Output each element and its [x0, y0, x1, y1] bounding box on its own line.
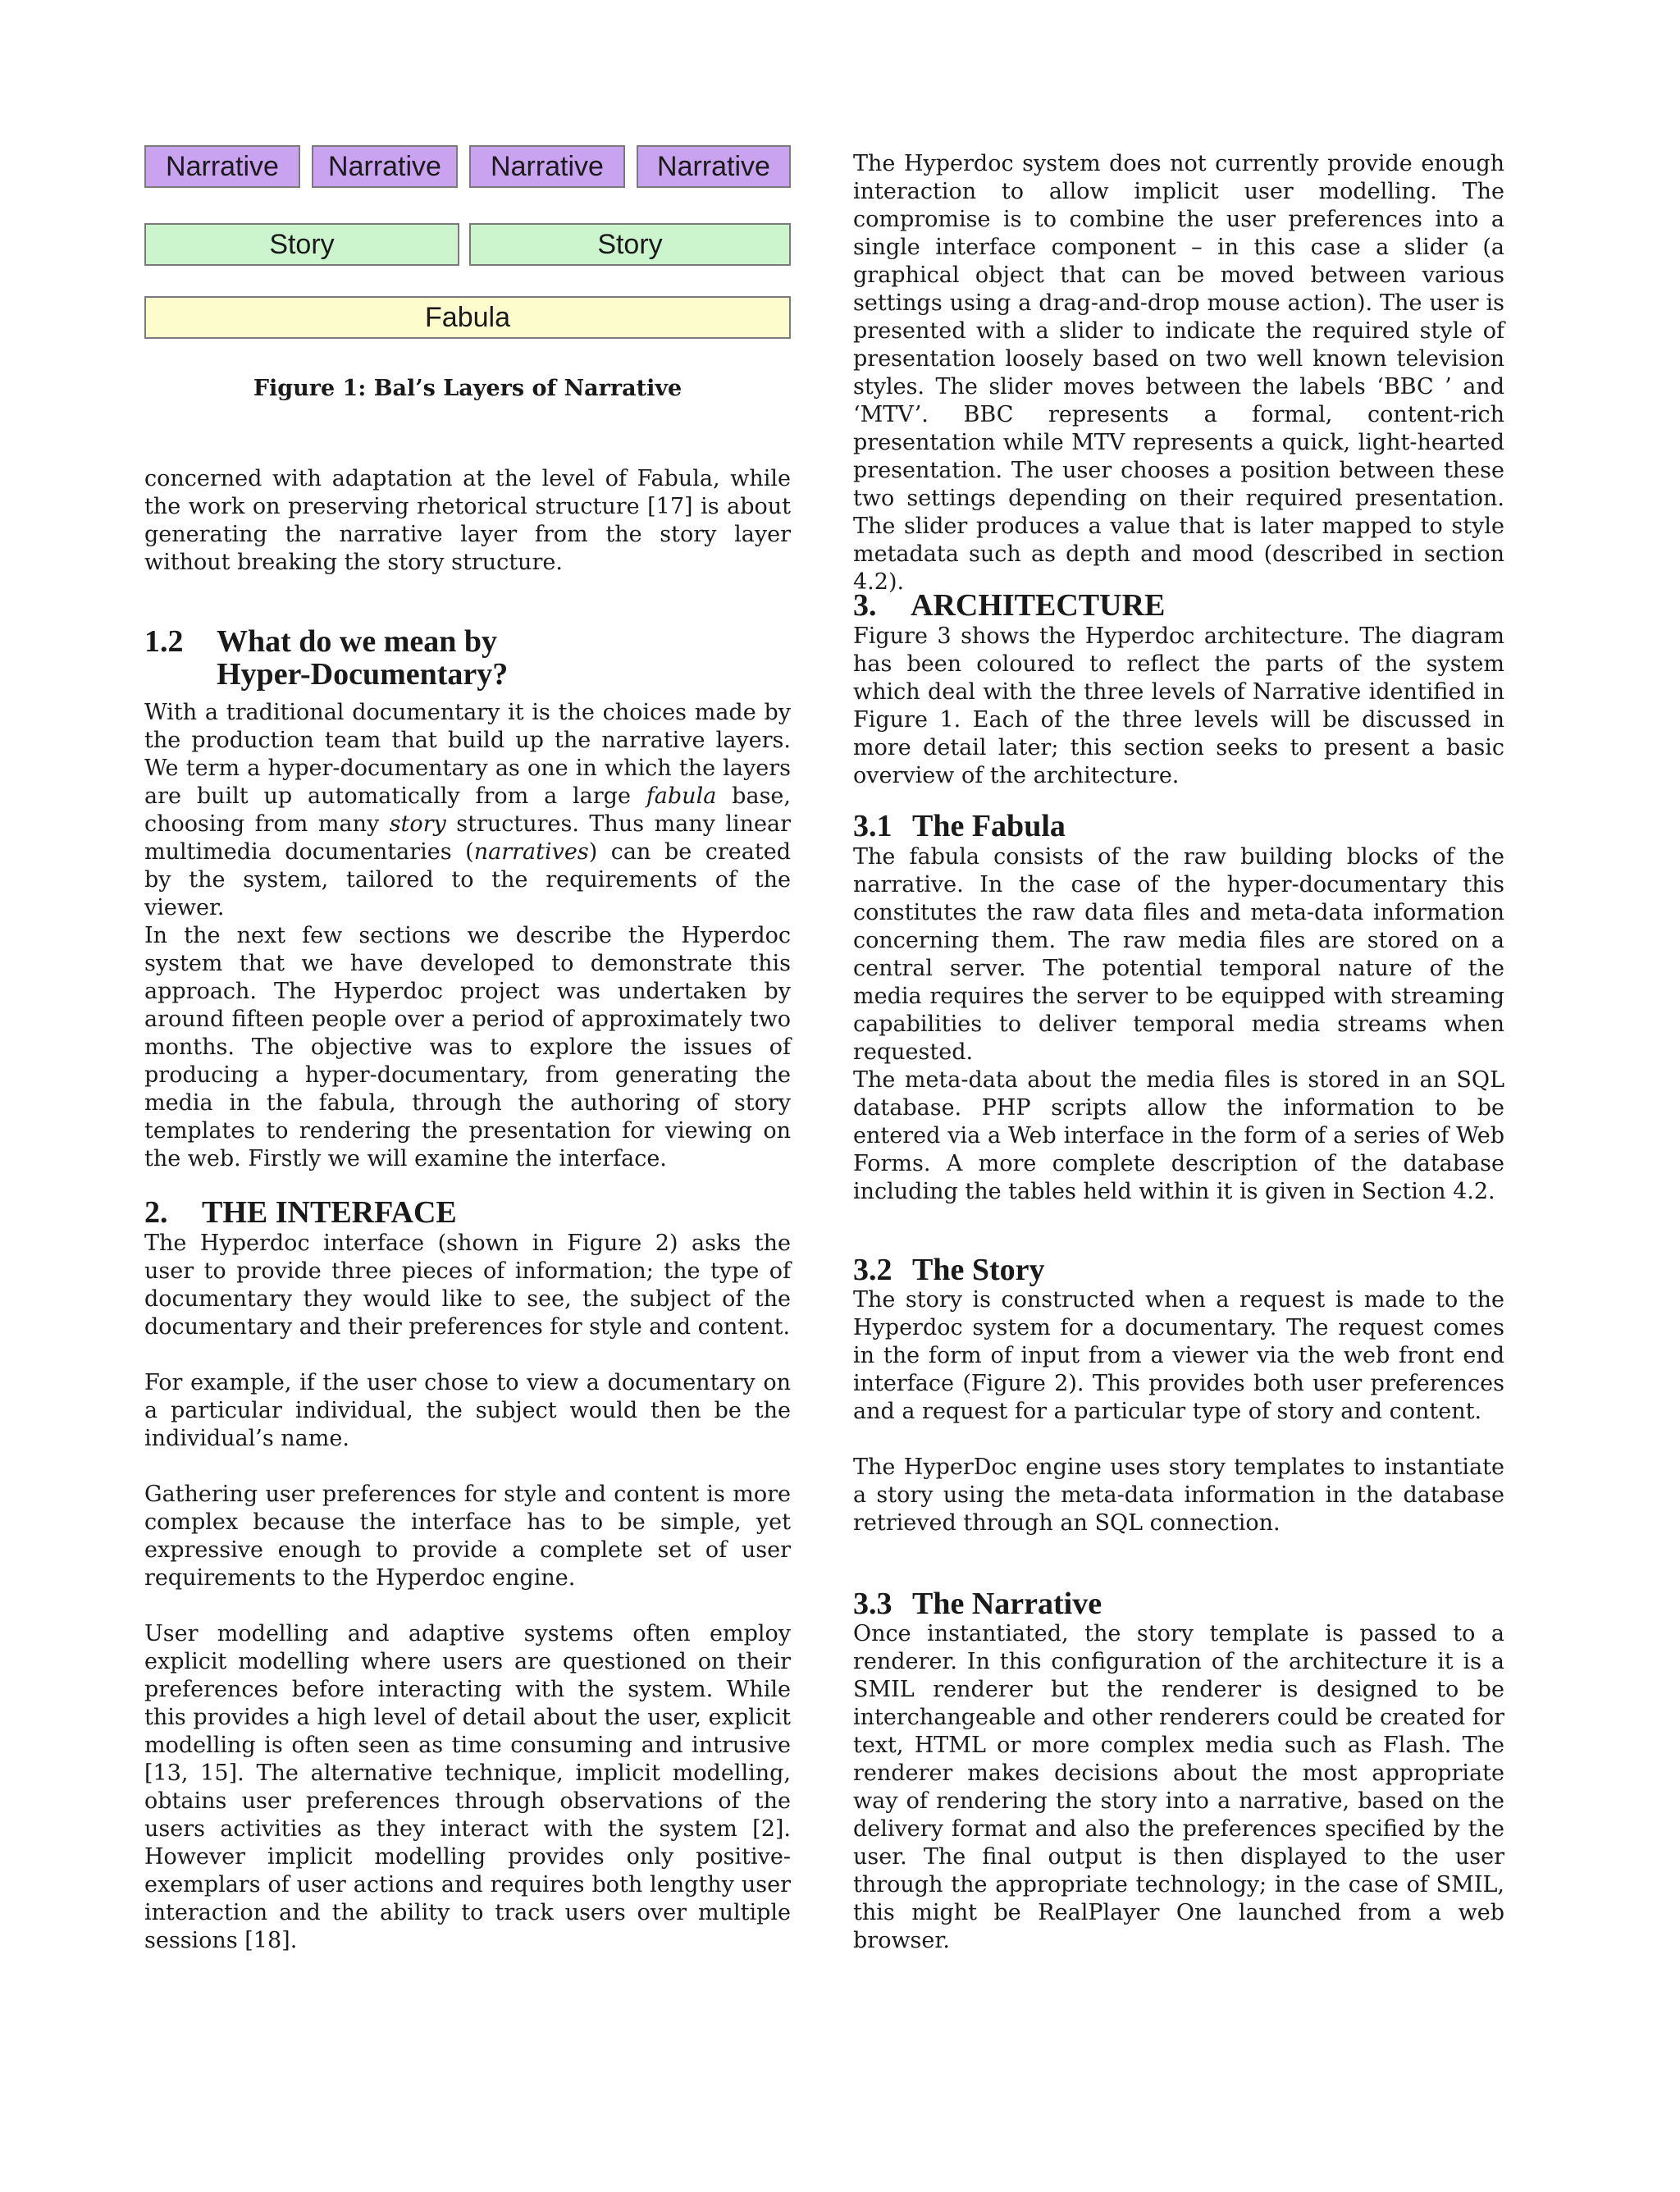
- paragraph: For example, if the user chose to view a documentary on a particular individual, the subject would then be the individual’s name.: [144, 1370, 791, 1451]
- section-heading-3-1: [853, 810, 1066, 843]
- section-number: 3.: [853, 588, 877, 623]
- section-title: THE INTERFACE: [202, 1195, 457, 1230]
- paragraph: The Hyperdoc system does not currently provide enough interaction to allow implicit user modelling. The compromise is to combine the user preferences into a single interface component – in this case a slider (a graphical object that can be moved between various settings using a drag-and-drop mouse action). The user is presented with a slider to indicate the required style of presentation loosely based on two well known television styles. The slider moves between the labels ‘BBC ’ and ‘MTV’. BBC represents a formal, content-rich presentation while MTV represents a quick, light-hearted presentation. The user chooses a position between these two settings depending on their required presentation. The slider produces a value that is later mapped to style metadata such as depth and mood (described in section 4.2).: [853, 151, 1504, 595]
- section-title: The Fabula: [912, 809, 1066, 843]
- narrative-box: Narrative: [637, 145, 791, 188]
- section-title: ARCHITECTURE: [911, 588, 1166, 623]
- section-title: What do we mean by: [217, 624, 498, 659]
- section-title-continued: Hyper-Documentary?: [217, 657, 509, 692]
- paragraph: Once instantiated, the story template is passed to a renderer. In this configuration of the architecture it is a SMIL renderer but the renderer is designed to be interchangeable and other renderers could be created for text, HTML or more complex media such as Flash. The renderer makes decisions about the most appropriate way of rendering the story into a narrative, based on the delivery format and also the preferences specified by the user. The final output is then displayed to the user through the appropriate technology; in the case of SMIL, this might be RealPlayer One launched from a web browser.: [853, 1621, 1504, 1953]
- paragraph: Figure 3 shows the Hyperdoc architecture. The diagram has been coloured to reflect the parts of the system which deal with the three levels of Narrative identified in Figure 1. Each of the three levels will be discussed in more detail later; this section seeks to present a basic overview of the architecture.: [853, 623, 1504, 788]
- paragraph: The fabula consists of the raw building blocks of the narrative. In the case of the hyper-documentary this constitutes the raw data files and meta-data information concerning them. The raw media files are stored on a central server. The potential temporal nature of the media requires the server to be equipped with streaming capabilities to deliver temporal media streams when requested.: [853, 844, 1504, 1065]
- story-box: Story: [144, 223, 459, 266]
- paragraph: The story is constructed when a request is made to the Hyperdoc system for a documentary. The request comes in the form of input from a viewer via the web front end interface (Figure 2). This provides both user preferences and a request for a particular type of story and content.: [853, 1287, 1504, 1424]
- paragraph: User modelling and adaptive systems often employ explicit modelling where users are questioned on their preferences before interacting with the system. While this provides a high level of detail about the user, explicit modelling is often seen as time consuming and intrusive [13, 15]. The alternative technique, implicit modelling, obtains user preferences through observations of the users activities as they interact with the system [2]. However implicit modelling provides only positive-exemplars of user actions and requires both lengthy user interaction and the ability to track users over multiple sessions [18].: [144, 1621, 791, 1953]
- section-heading-2: [144, 1196, 457, 1229]
- section-title: The Story: [912, 1253, 1045, 1287]
- section-number: 3.1: [853, 809, 892, 843]
- paragraph: The Hyperdoc interface (shown in Figure 2) asks the user to provide three pieces of information; the type of documentary they would like to see, the subject of the documentary and their preferences for style and content.: [144, 1231, 791, 1340]
- section-heading-3-2: [853, 1254, 1045, 1286]
- section-heading-3: [853, 589, 1165, 622]
- section-number: 3.2: [853, 1253, 892, 1287]
- section-title: The Narrative: [912, 1587, 1102, 1621]
- paragraph: With a traditional documentary it is the choices made by the production team that build up the narrative layers. We term a hyper-documentary as one in which the layers are built up automatically from a large fabula base, choosing from many story structures. Thus many linear multimedia documentaries (narratives) can be created by the system, tailored to the requirements of the viewer.: [144, 700, 791, 920]
- section-heading-1-2: [144, 625, 508, 691]
- section-number: 1.2: [144, 624, 184, 659]
- narrative-box: Narrative: [469, 145, 625, 188]
- section-heading-3-3: [853, 1587, 1102, 1620]
- paragraph: The HyperDoc engine uses story templates to instantiate a story using the meta-data information in the database retrieved through an SQL connection.: [853, 1454, 1504, 1536]
- narrative-box: Narrative: [144, 145, 300, 188]
- section-number: 3.3: [853, 1587, 892, 1621]
- paragraph: concerned with adaptation at the level of Fabula, while the work on preserving rhetorical structure [17] is about generating the narrative layer from the story layer without breaking the story structure.: [144, 466, 791, 575]
- narrative-box: Narrative: [312, 145, 458, 188]
- story-box: Story: [469, 223, 791, 266]
- paragraph: In the next few sections we describe the Hyperdoc system that we have developed to demonstrate this approach. The Hyperdoc project was undertaken by around fifteen people over a period of approximately two months. The objective was to explore the issues of producing a hyper-documentary, from generating the media in the fabula, through the authoring of story templates to rendering the presentation for viewing on the web. Firstly we will examine the interface.: [144, 923, 791, 1171]
- fabula-box: Fabula: [144, 296, 791, 339]
- figure-caption: Figure 1: Bal’s Layers of Narrative: [253, 376, 682, 401]
- paragraph: Gathering user preferences for style and content is more complex because the interface has to be simple, yet expressive enough to provide a complete set of user requirements to the Hyperdoc engine.: [144, 1482, 791, 1591]
- section-number: 2.: [144, 1195, 168, 1230]
- paragraph: The meta-data about the media files is stored in an SQL database. PHP scripts allow the information to be entered via a Web interface in the form of a series of Web Forms. A more complete description of the database including the tables held within it is given in Section 4.2.: [853, 1067, 1504, 1204]
